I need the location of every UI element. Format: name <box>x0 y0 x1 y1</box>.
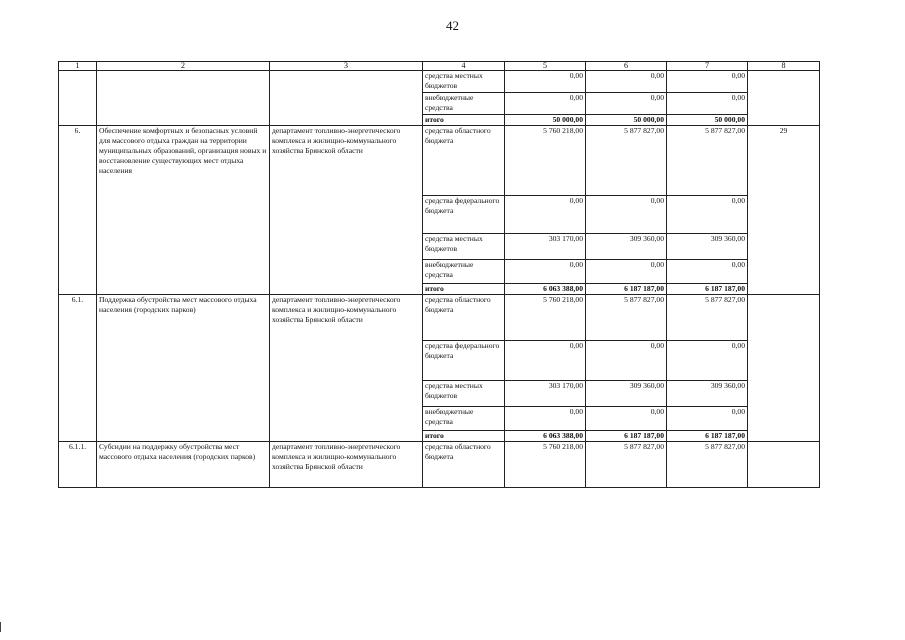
funding-source: средства областного бюджета <box>423 442 505 488</box>
amount-7: 0,00 <box>667 407 748 431</box>
amount-5: 5 760 218,00 <box>505 295 586 341</box>
funding-source: итого <box>423 115 505 126</box>
amount-7: 50 000,00 <box>667 115 748 126</box>
funding-source: итого <box>423 431 505 442</box>
amount-7: 0,00 <box>667 93 748 115</box>
table-row <box>59 126 820 196</box>
amount-6: 5 877 827,00 <box>586 295 667 341</box>
row-number <box>59 71 97 126</box>
amount-6: 5 877 827,00 <box>586 126 667 196</box>
funding-source: средства федерального бюджета <box>423 341 505 381</box>
amount-5: 5 760 218,00 <box>505 442 586 488</box>
page-number: 42 <box>446 18 459 33</box>
measure-name: Поддержка обустройства мест массового отдыха населения (городских парков) <box>97 295 270 442</box>
amount-5: 0,00 <box>505 196 586 234</box>
column-header: 1 <box>59 62 97 71</box>
amount-7: 0,00 <box>667 341 748 381</box>
funding-source: средства местных бюджетов <box>423 381 505 407</box>
amount-7: 309 360,00 <box>667 381 748 407</box>
column-header: 5 <box>505 62 586 71</box>
measure-name: Субсидии на поддержку обустройства мест массового отдыха населения (городских парков) <box>97 442 270 488</box>
row-number: 6. <box>59 126 97 295</box>
amount-5: 303 170,00 <box>505 381 586 407</box>
table-row <box>59 442 820 488</box>
amount-5: 5 760 218,00 <box>505 126 586 196</box>
indicator-ref <box>748 71 820 126</box>
table-row <box>59 71 820 93</box>
column-header: 3 <box>270 62 423 71</box>
amount-6: 6 187 187,00 <box>586 431 667 442</box>
amount-7: 0,00 <box>667 260 748 284</box>
funding-source: средства областного бюджета <box>423 295 505 341</box>
amount-6: 0,00 <box>586 407 667 431</box>
budget-table <box>58 61 820 488</box>
amount-7: 5 877 827,00 <box>667 126 748 196</box>
executor: департамент топливно-энергетического комплекса и жилищно-коммунального хозяйства Брянской области <box>270 295 423 442</box>
amount-6: 5 877 827,00 <box>586 442 667 488</box>
amount-5: 6 063 388,00 <box>505 284 586 295</box>
amount-7: 6 187 187,00 <box>667 431 748 442</box>
indicator-ref: 29 <box>748 126 820 295</box>
amount-6: 0,00 <box>586 196 667 234</box>
amount-7: 0,00 <box>667 71 748 93</box>
amount-6: 309 360,00 <box>586 234 667 260</box>
amount-5: 0,00 <box>505 341 586 381</box>
amount-5: 50 000,00 <box>505 115 586 126</box>
column-number-row <box>59 62 820 71</box>
amount-6: 0,00 <box>586 260 667 284</box>
amount-7: 309 360,00 <box>667 234 748 260</box>
executor: департамент топливно-энергетического комплекса и жилищно-коммунального хозяйства Брянской области <box>270 126 423 295</box>
amount-7: 5 877 827,00 <box>667 442 748 488</box>
amount-6: 50 000,00 <box>586 115 667 126</box>
column-header: 7 <box>667 62 748 71</box>
amount-6: 0,00 <box>586 93 667 115</box>
indicator-ref <box>748 295 820 442</box>
funding-source: итого <box>423 284 505 295</box>
amount-6: 0,00 <box>586 341 667 381</box>
table-row <box>59 295 820 341</box>
column-header: 8 <box>748 62 820 71</box>
page-edge-mark <box>0 622 1 632</box>
amount-5: 0,00 <box>505 71 586 93</box>
row-number: 6.1. <box>59 295 97 442</box>
executor: департамент топливно-энергетического комплекса и жилищно-коммунального хозяйства Брянской области <box>270 442 423 488</box>
funding-source: внебюджетные средства <box>423 93 505 115</box>
funding-source: средства федерального бюджета <box>423 196 505 234</box>
funding-source: внебюджетные средства <box>423 260 505 284</box>
amount-7: 0,00 <box>667 196 748 234</box>
amount-5: 0,00 <box>505 93 586 115</box>
amount-5: 0,00 <box>505 260 586 284</box>
row-number: 6.1.1. <box>59 442 97 488</box>
measure-name <box>97 71 270 126</box>
budget-table-body <box>59 62 820 488</box>
column-header: 2 <box>97 62 270 71</box>
amount-6: 0,00 <box>586 71 667 93</box>
column-header: 6 <box>586 62 667 71</box>
indicator-ref <box>748 442 820 488</box>
amount-6: 6 187 187,00 <box>586 284 667 295</box>
amount-5: 303 170,00 <box>505 234 586 260</box>
column-header: 4 <box>423 62 505 71</box>
amount-5: 0,00 <box>505 407 586 431</box>
funding-source: внебюджетные средства <box>423 407 505 431</box>
funding-source: средства областного бюджета <box>423 126 505 196</box>
amount-7: 5 877 827,00 <box>667 295 748 341</box>
executor <box>270 71 423 126</box>
funding-source: средства местных бюджетов <box>423 234 505 260</box>
measure-name: Обеспечение комфортных и безопасных условий для массового отдыха граждан на территории муниципальных образований, организация новых и восстановление существующих мест отдыха населения <box>97 126 270 295</box>
amount-7: 6 187 187,00 <box>667 284 748 295</box>
amount-6: 309 360,00 <box>586 381 667 407</box>
funding-source: средства местных бюджетов <box>423 71 505 93</box>
amount-5: 6 063 388,00 <box>505 431 586 442</box>
